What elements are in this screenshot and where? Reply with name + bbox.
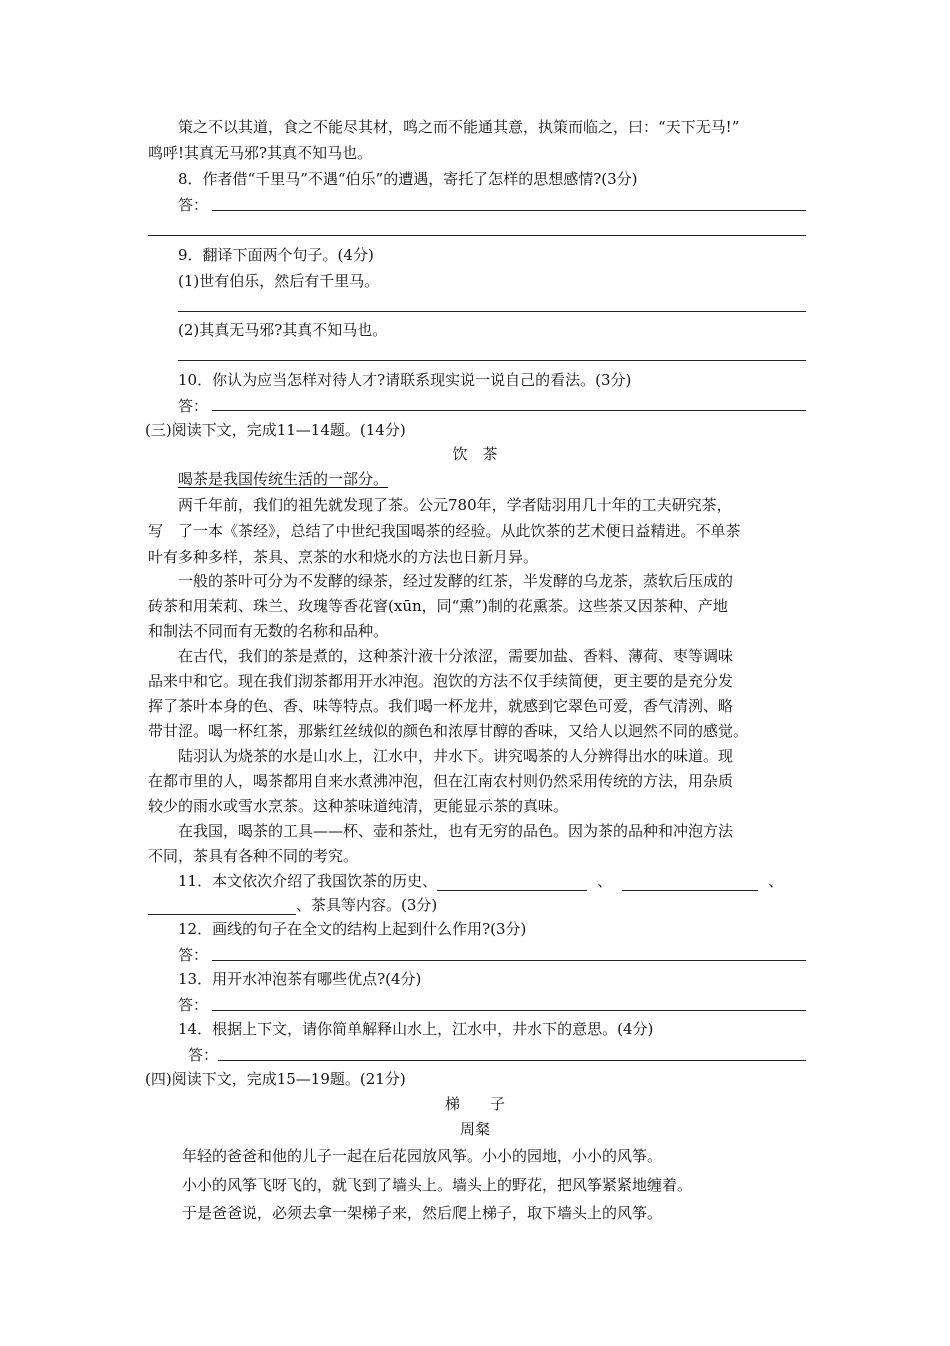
- article-author: 周粲: [459, 1120, 490, 1138]
- separator: 、: [597, 872, 613, 890]
- paragraph-line: 小小的风筝飞呀飞的，就飞到了墙头上。墙头上的野花，把风筝紧紧地缠着。: [182, 1176, 693, 1194]
- article-title: 梯 子: [444, 1095, 505, 1113]
- paragraph-line: 砖茶和用茉莉、珠兰、玫瑰等香花窨(xūn，同“熏”)制的花熏茶。这些茶又因茶种、产地: [148, 597, 728, 615]
- fill-blank[interactable]: [622, 874, 758, 891]
- passage-line: 鸣呼!其真无马邪?其真不知马也。: [148, 144, 373, 162]
- answer-label: 答：: [178, 946, 209, 964]
- paragraph-line: 写 了一本《茶经》，总结了中世纪我国喝茶的经验。从此饮茶的艺术便日益精进。不单茶: [148, 522, 741, 540]
- passage-line: 策之不以其道，食之不能尽其材，鸣之而不能通其意，执策而临之，曰：“天下无马!”: [178, 118, 740, 136]
- answer-label: 答：: [188, 1046, 219, 1064]
- question-13: 13．用开水冲泡茶有哪些优点?(4分): [178, 970, 422, 988]
- paragraph-line: 和制法不同而有无数的名称和品种。: [148, 622, 389, 640]
- question-10: 10．你认为应当怎样对待人才?请联系现实说一说自己的看法。(3分): [178, 371, 632, 389]
- paragraph-line: 叶有多种多样，茶具、烹茶的水和烧水的方法也日新月异。: [148, 548, 539, 566]
- answer-label: 答：: [178, 397, 209, 415]
- sentence-2: (2)其真无马邪?其真不知马也。: [178, 321, 388, 339]
- paragraph-line: 于是爸爸说，必须去拿一架梯子来，然后爬上梯子，取下墙头上的风筝。: [182, 1204, 663, 1222]
- fill-blank[interactable]: [437, 874, 587, 891]
- underlined-sentence: 喝茶是我国传统生活的一部分。: [178, 470, 389, 488]
- question-8: 8．作者借“千里马”不遇“伯乐”的遭遇，寄托了怎样的思想感情?(3分): [178, 170, 638, 188]
- question-14: 14．根据上下文，请你简单解释山水上，江水中，井水下的意思。(4分): [178, 1020, 654, 1038]
- answer-line[interactable]: [148, 235, 806, 236]
- paragraph-line: 挥了茶叶本身的色、香、味等特点。我们喝一杯龙井，就感到它翠色可爱，香气清洌、略: [148, 697, 734, 715]
- paragraph-line: 带甘涩。喝一杯红茶，那紫红丝绒似的颜色和浓厚甘醇的香味，又给人以迥然不同的感觉。: [148, 722, 749, 740]
- paragraph-line: 年轻的爸爸和他的儿子一起在后花园放风筝。小小的园地，小小的风筝。: [182, 1147, 663, 1165]
- question-11: [178, 871, 783, 891]
- question-9: 9．翻译下面两个句子。(4分): [178, 246, 374, 264]
- answer-line[interactable]: [212, 410, 806, 411]
- section-header: (四)阅读下文，完成15—19题。(21分): [145, 1070, 406, 1088]
- answer-line[interactable]: [212, 960, 806, 961]
- article-title: 饮 茶: [452, 445, 498, 463]
- answer-label: 答：: [178, 196, 209, 214]
- question-12: 12．画线的句子在全文的结构上起到什么作用?(3分): [178, 920, 527, 938]
- sentence-1: (1)世有伯乐，然后有千里马。: [178, 272, 380, 290]
- answer-line[interactable]: [212, 210, 806, 211]
- paragraph-line: 两千年前，我们的祖先就发现了茶。公元780年，学者陆羽用几十年的工夫研究茶，: [178, 496, 732, 514]
- question-11-suffix: 、茶具等内容。(3分): [296, 896, 438, 914]
- answer-label: 答：: [178, 996, 209, 1014]
- answer-line[interactable]: [178, 311, 806, 312]
- answer-line[interactable]: [212, 1010, 806, 1011]
- answer-line[interactable]: [178, 360, 806, 361]
- question-11-cont: [148, 895, 437, 915]
- separator: 、: [768, 872, 784, 890]
- paragraph-line: 较少的雨水或雪水烹茶。这种茶味道纯清，更能显示茶的真味。: [148, 797, 569, 815]
- paragraph-line: 在古代，我们的茶是煮的，这种茶汁液十分浓涩，需要加盐、香料、薄荷、枣等调味: [178, 647, 734, 665]
- paragraph-line: 不同，茶具有各种不同的考究。: [148, 847, 359, 865]
- answer-line[interactable]: [218, 1060, 806, 1061]
- fill-blank[interactable]: [148, 898, 296, 915]
- paragraph-line: 在我国，喝茶的工具——杯、壶和茶灶，也有无穷的品色。因为茶的品种和冲泡方法: [178, 822, 734, 840]
- paragraph-line: 陆羽认为烧茶的水是山水上，江水中，井水下。讲究喝茶的人分辨得出水的味道。现: [178, 747, 734, 765]
- section-header: (三)阅读下文，完成11—14题。(14分): [145, 421, 406, 439]
- paragraph-line: 品来中和它。现在我们沏茶都用开水冲泡。泡饮的方法不仅手续简便，更主要的是充分发: [148, 672, 734, 690]
- paragraph-line: 一般的茶叶可分为不发酵的绿茶，经过发酵的红茶，半发酵的乌龙茶，蒸软后压成的: [178, 572, 734, 590]
- question-11-prefix: 11．本文依次介绍了我国饮茶的历史、: [178, 872, 438, 890]
- paragraph-line: 在都市里的人，喝茶都用自来水煮沸冲泡，但在江南农村则仍然采用传统的方法，用杂质: [148, 772, 734, 790]
